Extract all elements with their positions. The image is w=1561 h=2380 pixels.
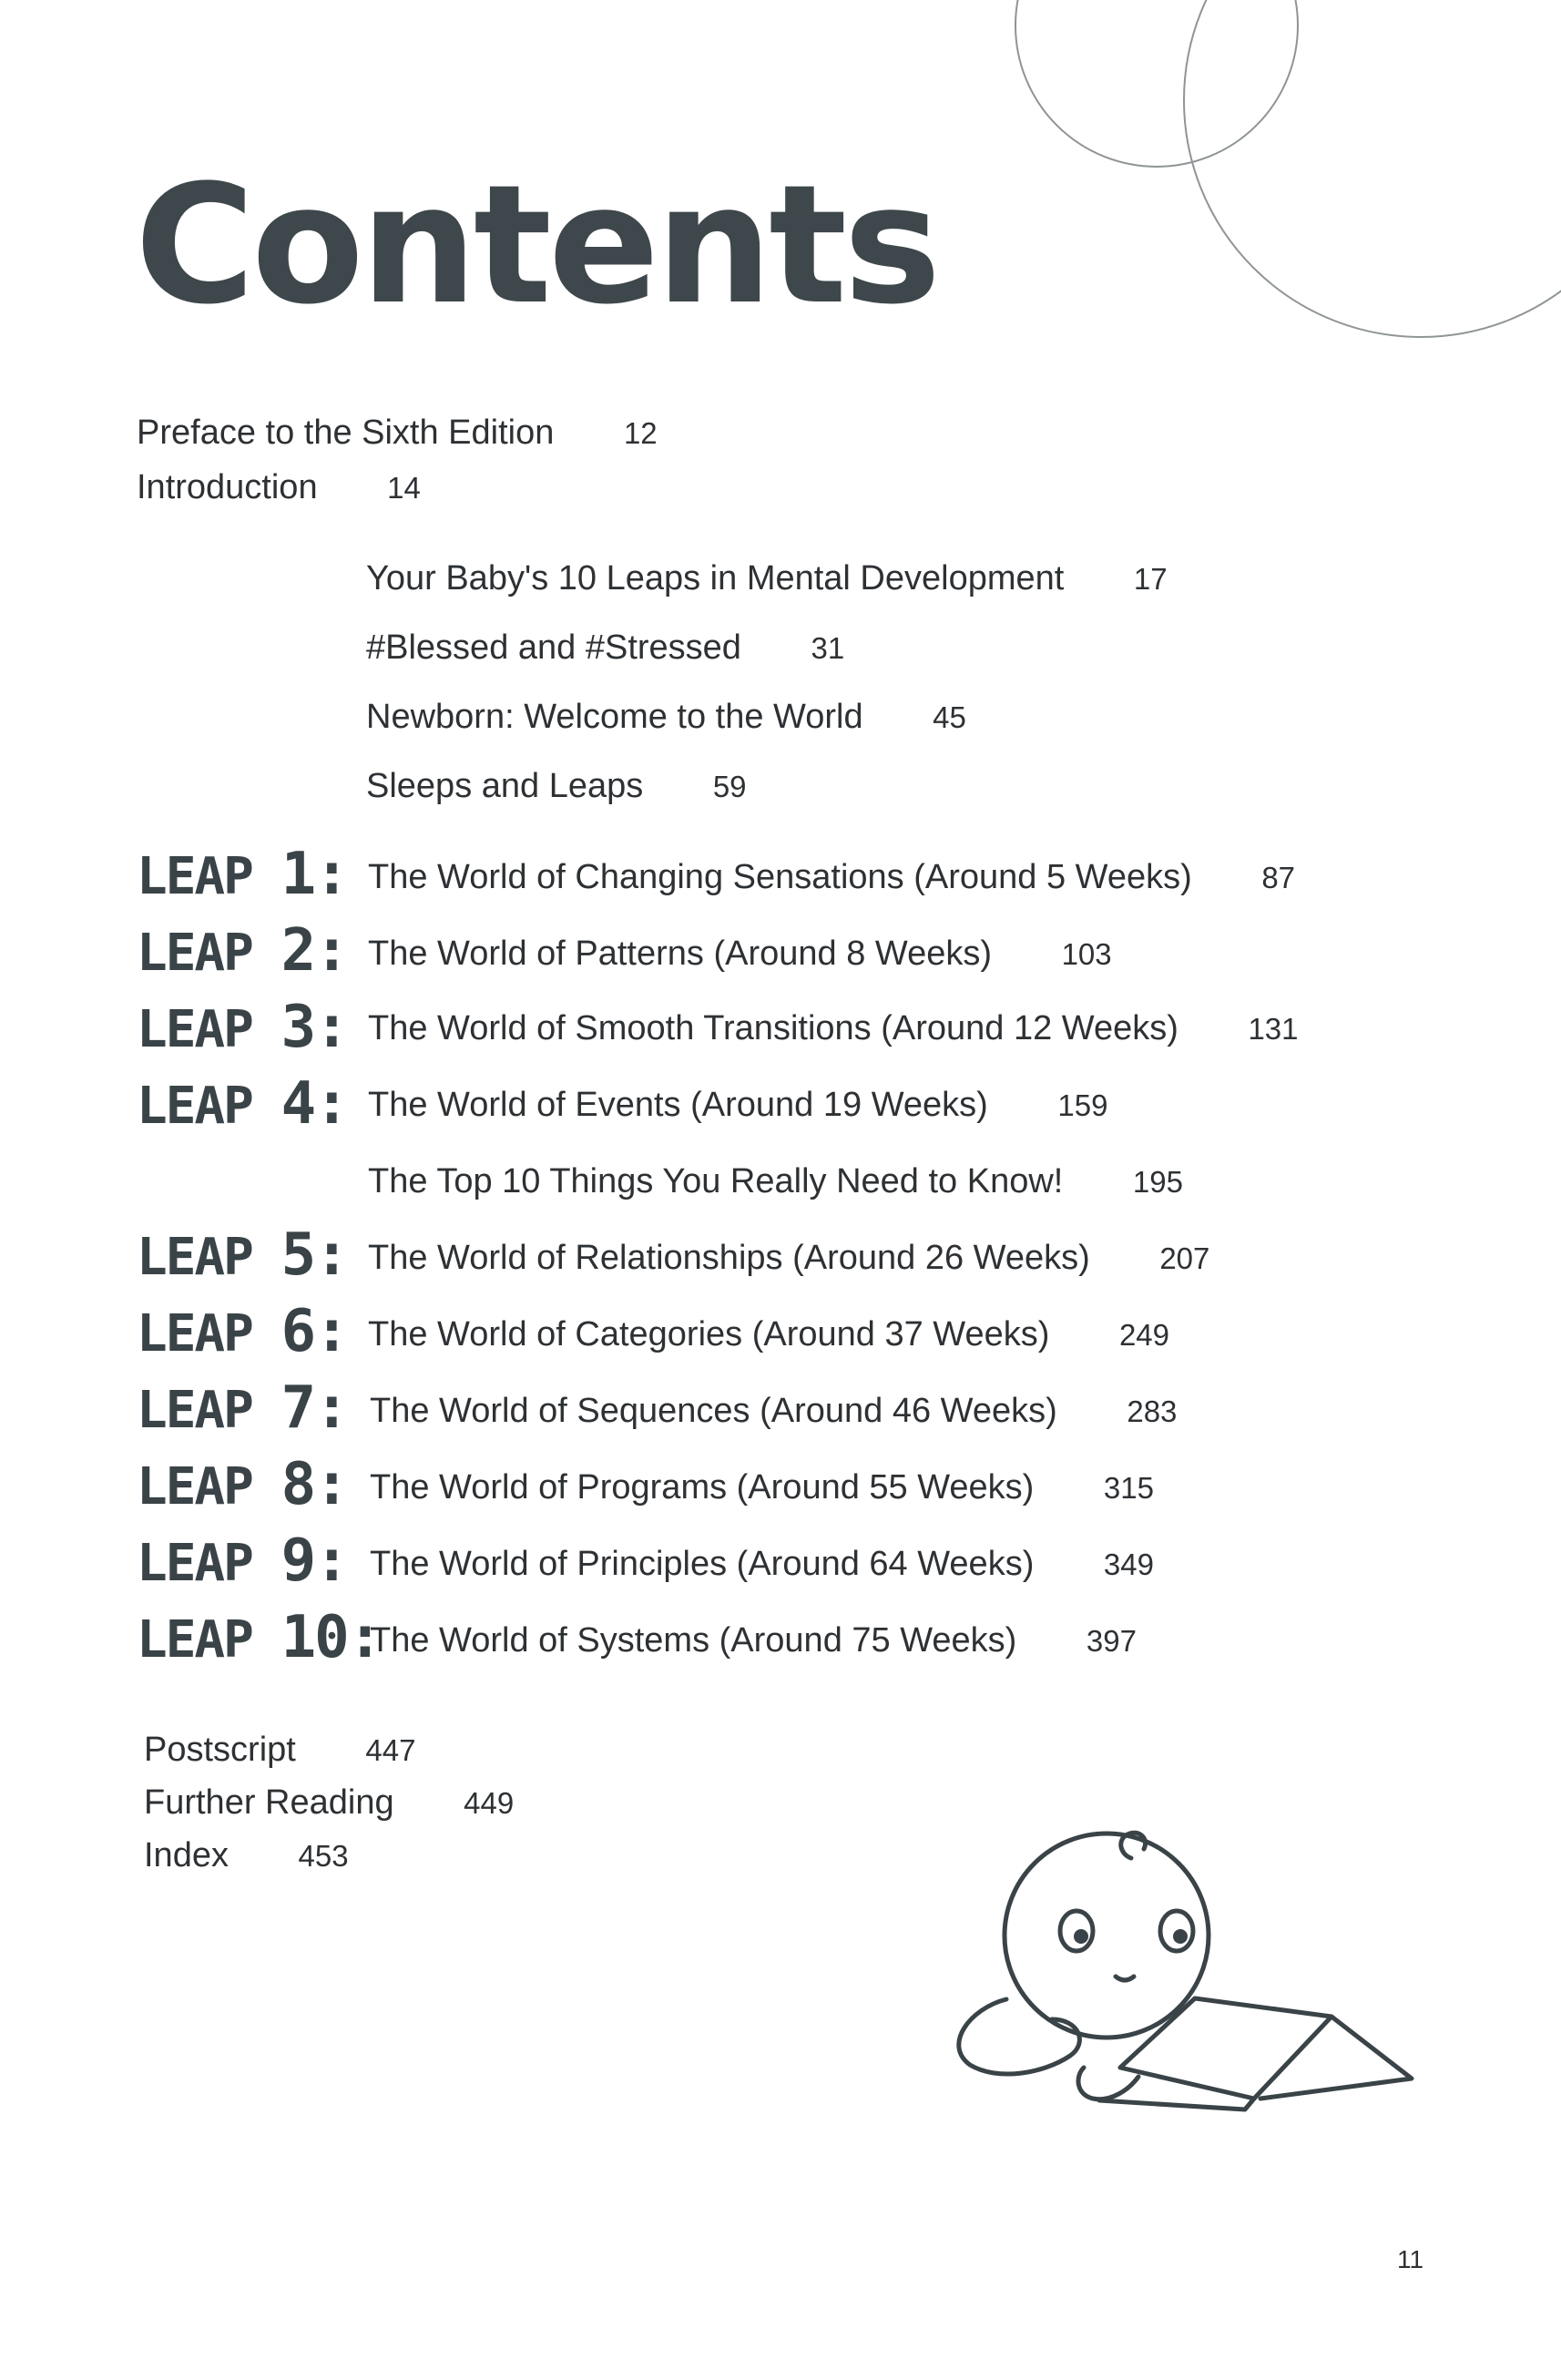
toc-entry-leap-7[interactable]: [370, 1394, 1177, 1428]
toc-entry-label: The World of Sequences (Around 46 Weeks): [370, 1392, 1057, 1430]
page-number: 11: [1397, 2245, 1424, 2273]
leap-badge-3: LEAP 3:: [137, 994, 348, 1061]
leap-badge-4: LEAP 4:: [137, 1070, 348, 1138]
toc-entry-leap-5[interactable]: [368, 1241, 1209, 1275]
toc-entry-page: 283: [1127, 1394, 1178, 1428]
toc-entry-page: 349: [1103, 1548, 1154, 1581]
toc-entry-page: 87: [1261, 861, 1296, 894]
toc-entry-postscript[interactable]: [144, 1732, 415, 1767]
toc-entry-page: 59: [712, 770, 747, 803]
book-cover: [1120, 1998, 1331, 2099]
toc-entry-page: 453: [298, 1839, 349, 1873]
baby-reading-illustration: [920, 1794, 1439, 2140]
toc-entry-page: 207: [1159, 1241, 1210, 1275]
toc-entry-label: Sleeps and Leaps: [366, 767, 644, 805]
toc-entry-label: Your Baby's 10 Leaps in Mental Development: [366, 559, 1065, 598]
toc-entry-top-10[interactable]: [368, 1164, 1183, 1199]
toc-entry-page: 131: [1248, 1012, 1299, 1046]
toc-entry-page: 249: [1118, 1318, 1170, 1352]
toc-entry-page: 31: [811, 631, 845, 665]
toc-entry-index[interactable]: [144, 1838, 349, 1873]
leap-badge-7: LEAP 7:: [137, 1374, 348, 1442]
leap-badge-9: LEAP 9:: [137, 1527, 348, 1595]
toc-entry-further-reading[interactable]: [144, 1785, 514, 1820]
toc-entry-label: The World of Systems (Around 75 Weeks): [370, 1621, 1017, 1660]
baby-pupil-left: [1074, 1929, 1088, 1944]
toc-entry-page: 195: [1132, 1165, 1183, 1199]
toc-entry-label: The World of Programs (Around 55 Weeks): [370, 1468, 1035, 1507]
toc-entry-label: Index: [144, 1836, 229, 1874]
toc-entry-page: 45: [933, 700, 966, 734]
toc-entry-newborn[interactable]: [366, 700, 966, 734]
toc-entry-page: 447: [365, 1733, 416, 1767]
baby-hand: [1078, 2068, 1138, 2099]
toc-entry-leap-9[interactable]: [370, 1547, 1154, 1581]
leap-badge-8: LEAP 8:: [137, 1451, 348, 1518]
toc-entry-label: The World of Relationships (Around 26 Weeks): [368, 1239, 1090, 1277]
toc-entry-leap-4[interactable]: [368, 1088, 1107, 1122]
book-pages: [1260, 2017, 1412, 2099]
toc-entry-leap-2[interactable]: [368, 936, 1112, 971]
toc-entry-label: Newborn: Welcome to the World: [366, 698, 863, 736]
toc-entry-page: 17: [1133, 562, 1168, 596]
leap-badge-1: LEAP 1:: [137, 841, 348, 908]
toc-entry-preface[interactable]: [137, 415, 658, 450]
toc-entry-ten-leaps[interactable]: [366, 561, 1168, 596]
toc-entry-page: 449: [464, 1786, 515, 1820]
toc-entry-sleeps-leaps[interactable]: [366, 769, 747, 803]
toc-entry-leap-10[interactable]: [370, 1623, 1137, 1658]
decorative-circle-large: [1184, 0, 1561, 337]
toc-entry-page: 397: [1086, 1624, 1137, 1658]
baby-pupil-right: [1173, 1929, 1188, 1944]
toc-entry-introduction[interactable]: [137, 470, 421, 505]
leap-badge-6: LEAP 6:: [137, 1298, 348, 1365]
baby-mouth: [1116, 1977, 1134, 1980]
toc-entry-label: Postscript: [144, 1731, 296, 1769]
toc-entry-label: #Blessed and #Stressed: [366, 628, 741, 667]
toc-entry-page: 12: [623, 416, 658, 450]
page-title: Contents: [135, 150, 938, 341]
toc-entry-page: 159: [1057, 1088, 1108, 1122]
toc-entry-label: The World of Changing Sensations (Around 5 Weeks): [368, 858, 1192, 896]
toc-entry-label: The World of Patterns (Around 8 Weeks): [368, 935, 993, 973]
toc-entry-leap-3[interactable]: [368, 1011, 1299, 1046]
toc-entry-page: 103: [1061, 937, 1112, 971]
toc-entry-label: The Top 10 Things You Really Need to Know!: [368, 1162, 1064, 1200]
toc-entry-label: The World of Smooth Transitions (Around 12 Weeks): [368, 1009, 1178, 1047]
decorative-circle-small: [1015, 0, 1298, 167]
toc-entry-label: The World of Categories (Around 37 Weeks): [368, 1315, 1050, 1353]
toc-entry-label: Introduction: [137, 468, 318, 506]
toc-entry-page: 315: [1103, 1471, 1154, 1505]
toc-entry-label: Preface to the Sixth Edition: [137, 414, 555, 452]
toc-entry-label: The World of Events (Around 19 Weeks): [368, 1086, 988, 1124]
toc-entry-leap-8[interactable]: [370, 1470, 1154, 1505]
baby-arm: [959, 1999, 1080, 2074]
leap-badge-10: LEAP 10:: [137, 1604, 382, 1671]
toc-entry-leap-1[interactable]: [368, 860, 1295, 894]
book-spine: [1099, 2099, 1254, 2109]
toc-entry-label: The World of Principles (Around 64 Weeks): [370, 1545, 1035, 1583]
leap-badge-5: LEAP 5:: [137, 1221, 348, 1289]
leap-badge-2: LEAP 2:: [137, 917, 348, 985]
toc-entry-label: Further Reading: [144, 1783, 394, 1822]
toc-entry-blessed-stressed[interactable]: [366, 630, 844, 665]
toc-entry-leap-6[interactable]: [368, 1317, 1169, 1352]
toc-entry-page: 14: [387, 471, 421, 505]
